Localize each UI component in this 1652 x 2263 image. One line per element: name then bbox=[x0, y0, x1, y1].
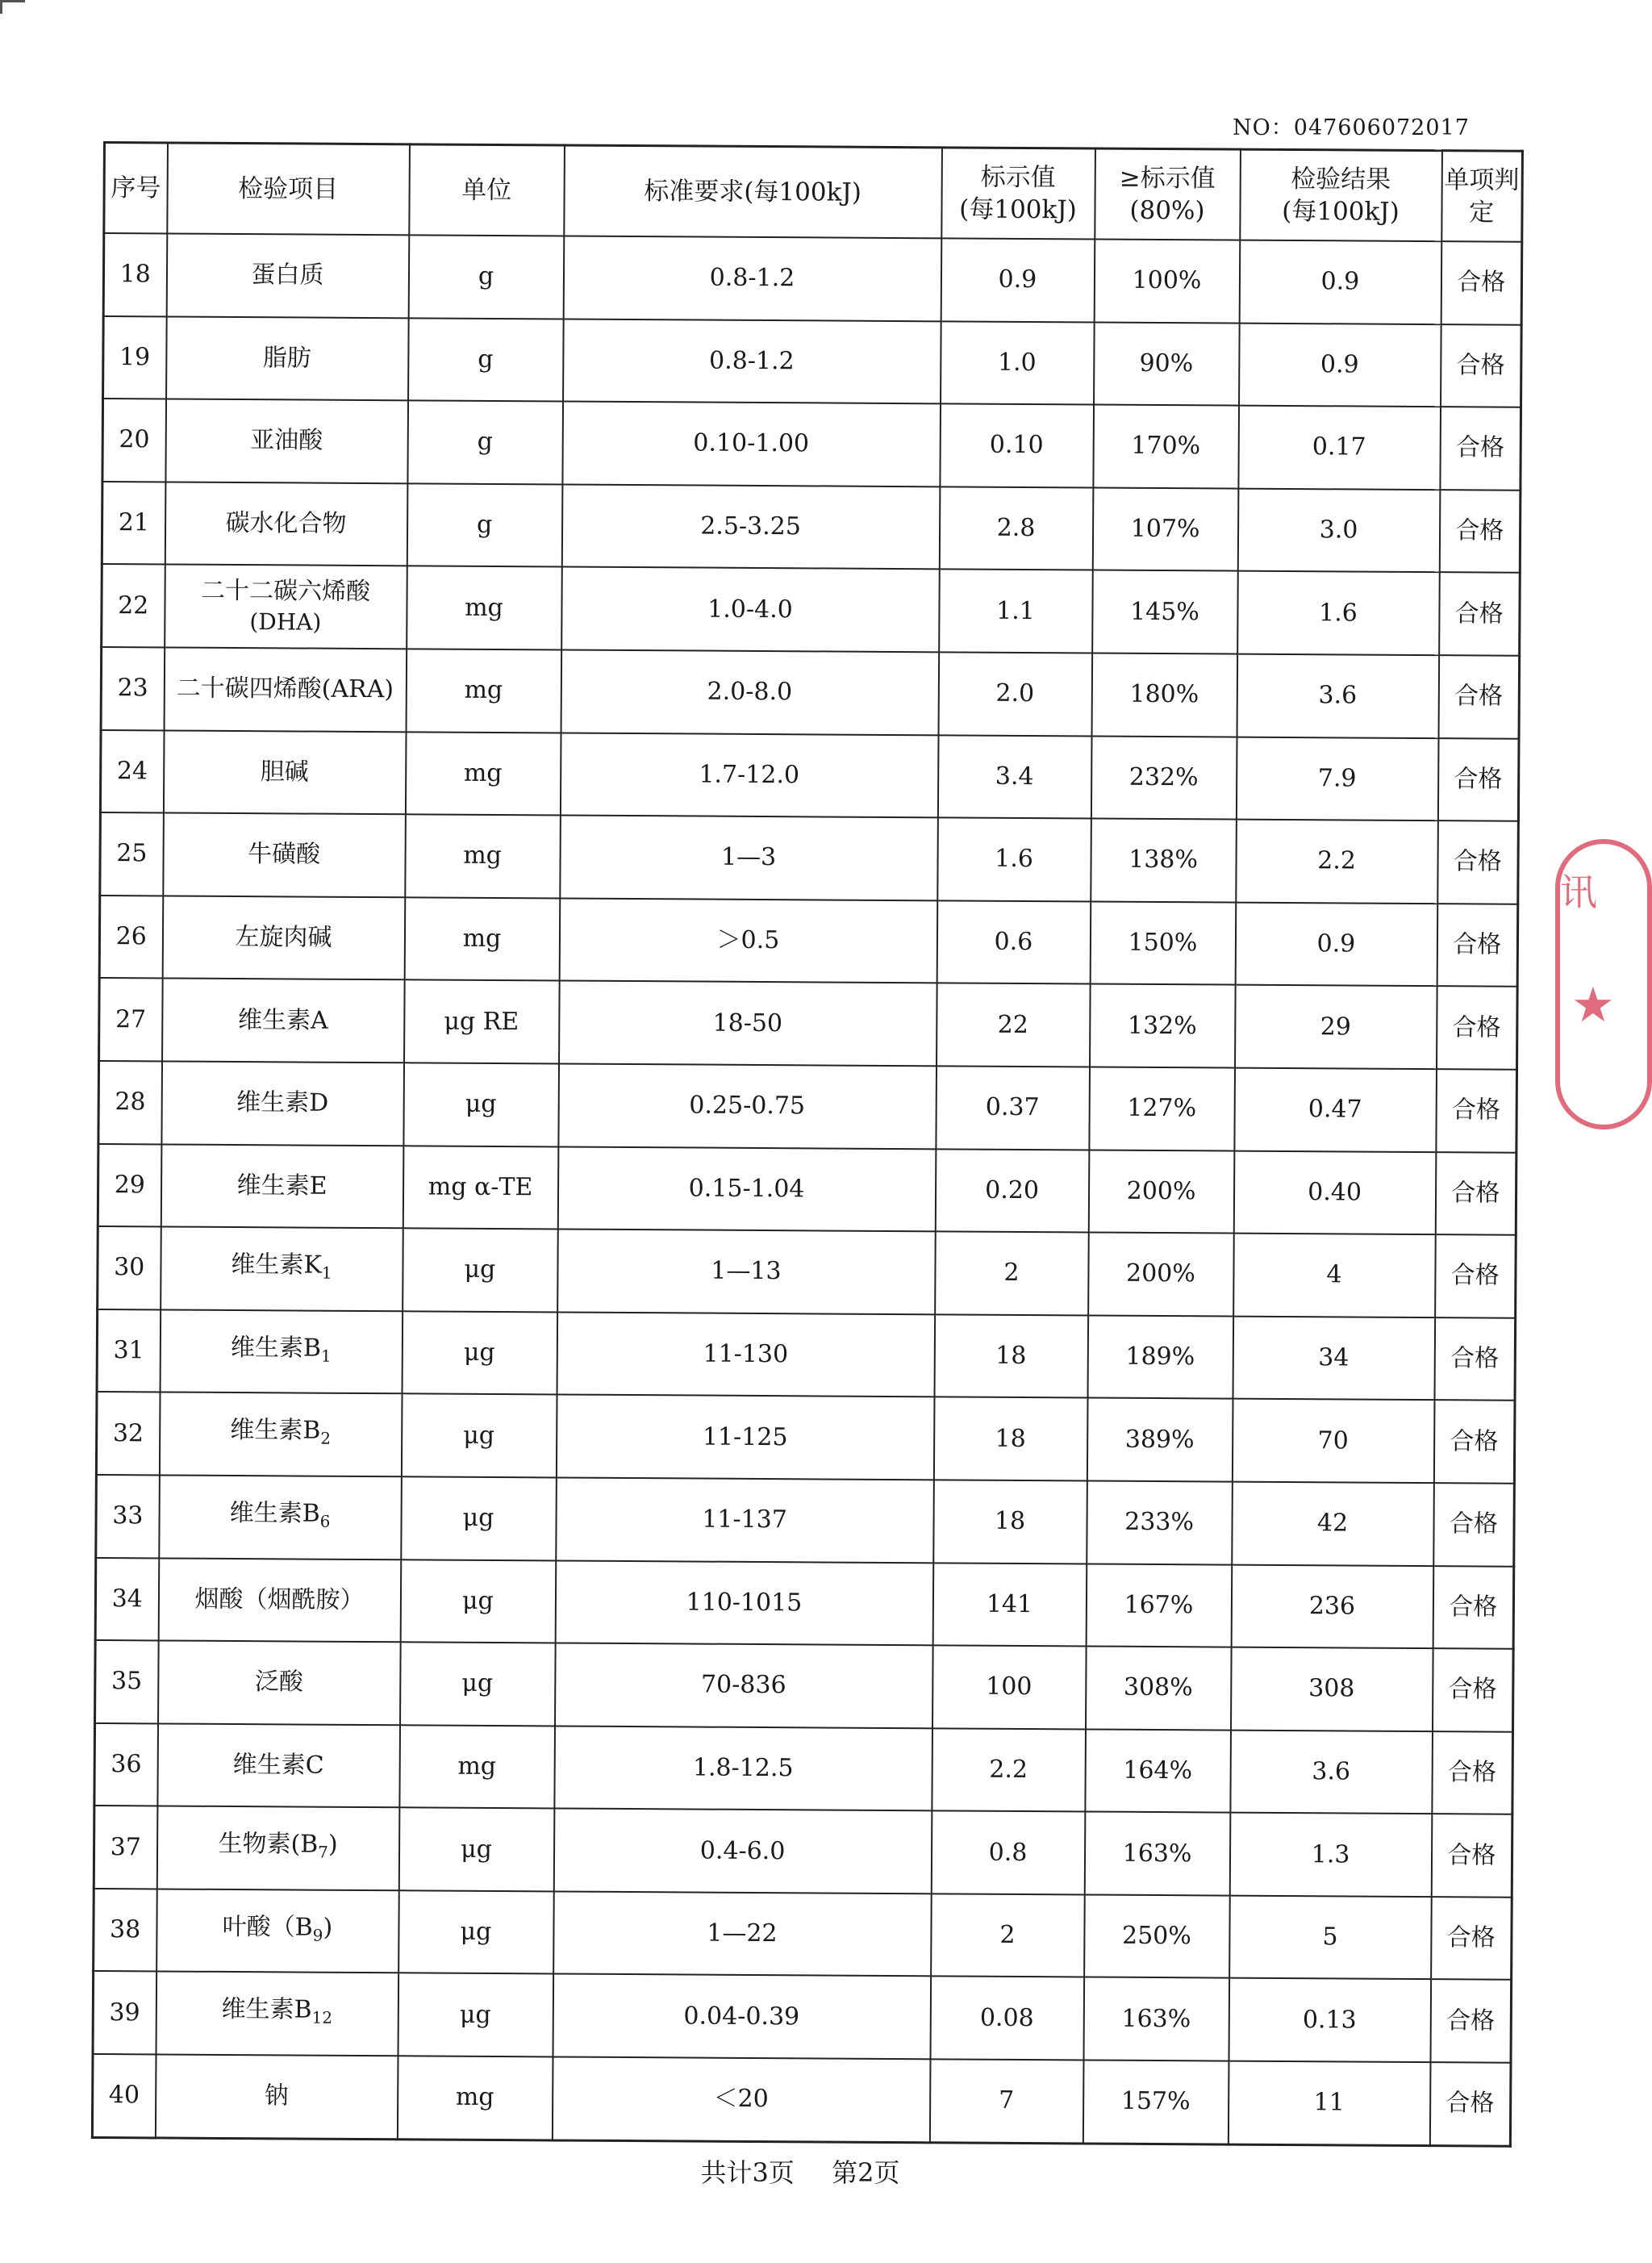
cell-item bbox=[166, 233, 409, 317]
cell-ratio: 107% bbox=[1092, 487, 1238, 571]
cell-verdict: 合格 bbox=[1433, 1566, 1514, 1649]
cell-standard: 1—3 bbox=[560, 816, 938, 900]
cell-unit: mg bbox=[407, 566, 562, 650]
header-standard: 标准要求(每100kJ) bbox=[564, 145, 942, 238]
cell-unit: μg bbox=[398, 1973, 553, 2057]
cell-label-value: 0.10 bbox=[940, 404, 1094, 488]
table-row bbox=[96, 1392, 1515, 1483]
cell-item bbox=[156, 1889, 399, 1973]
cell-verdict: 合格 bbox=[1436, 1069, 1517, 1152]
cell-unit: μg bbox=[398, 1808, 554, 1892]
cell-seq: 24 bbox=[100, 730, 164, 813]
report-number: NO：047606072017 bbox=[1233, 115, 1470, 140]
cell-result: 0.9 bbox=[1235, 902, 1437, 986]
table-row bbox=[102, 482, 1521, 573]
item-name: 牛磺酸 bbox=[247, 840, 321, 870]
cell-standard: 2.0-8.0 bbox=[561, 649, 939, 734]
table-row bbox=[97, 1309, 1516, 1401]
cell-unit: mg bbox=[405, 814, 561, 898]
cell-ratio: 200% bbox=[1088, 1150, 1234, 1234]
cell-seq: 27 bbox=[99, 978, 163, 1061]
cell-result: 0.47 bbox=[1234, 1068, 1437, 1152]
cell-standard: ＜20 bbox=[552, 2057, 930, 2143]
table-row bbox=[100, 730, 1519, 821]
cell-result: 2.2 bbox=[1236, 820, 1438, 904]
cell-seq: 29 bbox=[98, 1144, 161, 1227]
table-row bbox=[102, 399, 1521, 490]
item-name: 二十二碳六烯酸 bbox=[200, 576, 371, 606]
cell-standard: 110-1015 bbox=[555, 1560, 933, 1645]
cell-standard: ＞0.5 bbox=[559, 898, 937, 983]
cell-standard: 1—13 bbox=[557, 1230, 936, 1314]
cell-ratio: 90% bbox=[1094, 322, 1240, 406]
cell-verdict: 合格 bbox=[1438, 655, 1520, 738]
cell-unit: g bbox=[408, 318, 564, 402]
cell-item bbox=[163, 813, 406, 897]
cell-verdict: 合格 bbox=[1437, 904, 1518, 987]
item-name: 维生素B bbox=[221, 1995, 312, 2024]
table-row bbox=[98, 1061, 1517, 1152]
cell-verdict: 合格 bbox=[1431, 1814, 1512, 1897]
cell-verdict: 合格 bbox=[1441, 324, 1522, 407]
cell-unit: μg bbox=[402, 1311, 557, 1395]
cell-label-value: 7 bbox=[929, 2059, 1083, 2143]
cell-item bbox=[164, 647, 407, 731]
scan-corner-mark bbox=[0, 0, 25, 14]
cell-ratio: 150% bbox=[1090, 901, 1236, 985]
item-name: 脂肪 bbox=[262, 344, 311, 373]
cell-label-value: 0.37 bbox=[936, 1066, 1090, 1150]
cell-ratio: 164% bbox=[1085, 1729, 1231, 1813]
cell-seq: 30 bbox=[98, 1226, 161, 1309]
item-name: 维生素B bbox=[230, 1416, 321, 1445]
table-row bbox=[103, 316, 1522, 407]
table-row bbox=[94, 1889, 1512, 1980]
cell-verdict: 合格 bbox=[1437, 738, 1519, 821]
cell-result: 42 bbox=[1232, 1481, 1434, 1565]
table-row bbox=[103, 233, 1522, 324]
cell-standard: 0.8-1.2 bbox=[563, 319, 941, 403]
cell-item bbox=[157, 1723, 400, 1807]
cell-ratio: 132% bbox=[1090, 984, 1236, 1068]
cell-unit: μg RE bbox=[404, 980, 560, 1064]
cell-label-value: 22 bbox=[937, 983, 1091, 1067]
item-subscript: 2 bbox=[320, 1428, 332, 1448]
item-subscript: 7 bbox=[318, 1842, 328, 1862]
cell-verdict: 合格 bbox=[1429, 2062, 1511, 2146]
item-name: 维生素B bbox=[230, 1333, 322, 1363]
total-pages: 共计3页 bbox=[700, 2157, 795, 2188]
cell-result: 0.40 bbox=[1233, 1150, 1436, 1234]
cell-item bbox=[161, 1144, 403, 1228]
table-row bbox=[99, 896, 1518, 987]
table-body bbox=[92, 233, 1521, 2146]
cell-unit: μg bbox=[403, 1228, 558, 1312]
item-name: 维生素B bbox=[229, 1498, 320, 1528]
cell-label-value: 2 bbox=[935, 1231, 1089, 1315]
cell-ratio: 163% bbox=[1084, 1812, 1230, 1896]
cell-label-value: 18 bbox=[933, 1397, 1087, 1481]
cell-seq: 35 bbox=[95, 1640, 159, 1723]
item-name: 维生素A bbox=[237, 1005, 328, 1035]
item-tail: ) bbox=[327, 1830, 338, 1859]
cell-result: 3.0 bbox=[1237, 488, 1440, 572]
cell-result: 29 bbox=[1235, 985, 1437, 1069]
cell-item bbox=[165, 399, 408, 483]
cell-verdict: 合格 bbox=[1437, 820, 1519, 904]
item-name: 维生素K bbox=[231, 1250, 322, 1280]
table-row bbox=[94, 1723, 1513, 1814]
cell-result: 7.9 bbox=[1236, 737, 1438, 820]
cell-standard: 1.7-12.0 bbox=[560, 733, 938, 817]
cell-ratio: 389% bbox=[1087, 1398, 1233, 1482]
cell-result: 34 bbox=[1233, 1316, 1435, 1400]
cell-item bbox=[163, 730, 406, 814]
cell-unit: μg bbox=[398, 1890, 554, 1974]
cell-unit: μg bbox=[401, 1394, 557, 1478]
cell-ratio: 100% bbox=[1094, 240, 1240, 324]
cell-ratio: 232% bbox=[1091, 736, 1237, 820]
cell-unit: mg bbox=[405, 732, 561, 816]
cell-label-value: 2 bbox=[931, 1893, 1085, 1977]
cell-unit: mg α-TE bbox=[403, 1146, 558, 1230]
item-name: 维生素D bbox=[236, 1088, 329, 1117]
cell-seq: 22 bbox=[102, 564, 165, 647]
cell-seq: 25 bbox=[100, 812, 164, 896]
cell-unit: μg bbox=[400, 1559, 556, 1643]
cell-verdict: 合格 bbox=[1431, 1897, 1512, 1980]
cell-item bbox=[158, 1558, 401, 1642]
cell-unit: g bbox=[407, 483, 562, 567]
header-label-value-line2: (每100kJ) bbox=[959, 194, 1077, 225]
cell-ratio: 145% bbox=[1092, 570, 1238, 654]
cell-label-value: 2.8 bbox=[939, 486, 1093, 570]
table-row bbox=[92, 2054, 1511, 2146]
cell-label-value: 0.9 bbox=[941, 238, 1095, 322]
item-name: 碳水化合物 bbox=[225, 509, 347, 538]
cell-result: 3.6 bbox=[1230, 1730, 1433, 1814]
cell-seq: 37 bbox=[94, 1806, 157, 1889]
cell-label-value: 100 bbox=[932, 1645, 1087, 1729]
cell-seq: 33 bbox=[96, 1475, 160, 1558]
cell-unit: μg bbox=[403, 1063, 559, 1146]
cell-standard: 0.04-0.39 bbox=[553, 1974, 931, 2059]
cell-standard: 2.5-3.25 bbox=[561, 484, 940, 569]
header-ratio-line2: (80%) bbox=[1129, 195, 1205, 226]
cell-ratio: 180% bbox=[1091, 653, 1237, 737]
cell-result: 5 bbox=[1229, 1895, 1432, 1979]
cell-item bbox=[161, 1227, 403, 1311]
cell-label-value: 0.20 bbox=[935, 1149, 1089, 1233]
cell-verdict: 合格 bbox=[1435, 1234, 1516, 1317]
cell-standard: 0.25-0.75 bbox=[558, 1063, 937, 1148]
item-name: 烟酸（烟酰胺） bbox=[194, 1585, 365, 1614]
header-result-line1: 检验结果 bbox=[1291, 164, 1391, 194]
cell-ratio: 189% bbox=[1087, 1315, 1233, 1399]
cell-standard: 18-50 bbox=[559, 981, 937, 1066]
cell-verdict: 合格 bbox=[1434, 1317, 1516, 1401]
cell-ratio: 308% bbox=[1086, 1647, 1232, 1731]
cell-seq: 18 bbox=[103, 233, 167, 316]
cell-label-value: 2.0 bbox=[938, 652, 1092, 736]
cell-standard: 11-130 bbox=[557, 1312, 935, 1397]
table-row bbox=[102, 564, 1521, 655]
stamp-text: 讯 bbox=[1560, 871, 1597, 914]
cell-unit: g bbox=[407, 400, 563, 484]
header-ratio-line1: ≥标示值 bbox=[1119, 163, 1216, 194]
cell-label-value: 18 bbox=[933, 1480, 1087, 1564]
cell-label-value: 1.6 bbox=[937, 817, 1091, 901]
header-label-value bbox=[941, 148, 1095, 240]
cell-label-value: 1.1 bbox=[939, 570, 1093, 653]
cell-verdict: 合格 bbox=[1432, 1731, 1513, 1814]
cell-unit: μg bbox=[401, 1476, 557, 1560]
table-row bbox=[98, 1226, 1516, 1317]
cell-item bbox=[165, 482, 407, 566]
cell-standard: 1.0-4.0 bbox=[561, 567, 940, 652]
cell-standard: 0.4-6.0 bbox=[553, 1809, 932, 1893]
table-row bbox=[98, 1144, 1516, 1235]
table-row bbox=[99, 978, 1518, 1069]
item-name: 维生素C bbox=[232, 1751, 324, 1780]
cell-result: 236 bbox=[1231, 1564, 1433, 1648]
cell-standard: 11-137 bbox=[556, 1477, 934, 1562]
cell-ratio: 157% bbox=[1083, 2060, 1229, 2144]
table-row bbox=[93, 1971, 1512, 2062]
item-name: 二十碳四烯酸(ARA) bbox=[176, 674, 394, 704]
cell-label-value: 18 bbox=[934, 1314, 1088, 1398]
cell-verdict: 合格 bbox=[1439, 490, 1521, 573]
cell-label-value: 0.8 bbox=[931, 1811, 1085, 1895]
cell-seq: 39 bbox=[93, 1971, 156, 2054]
item-name: 左旋肉碱 bbox=[235, 923, 332, 952]
cell-label-value: 0.08 bbox=[930, 1977, 1084, 2060]
cell-unit: g bbox=[408, 235, 564, 319]
cell-label-value: 3.4 bbox=[937, 735, 1091, 819]
cell-item bbox=[161, 1061, 404, 1145]
cell-verdict: 合格 bbox=[1435, 1152, 1516, 1235]
item-name: 亚油酸 bbox=[250, 426, 323, 456]
cell-label-value: 141 bbox=[932, 1563, 1087, 1647]
cell-item bbox=[166, 316, 409, 400]
cell-seq: 36 bbox=[94, 1723, 158, 1806]
item-name: 泛酸 bbox=[254, 1668, 303, 1697]
cell-seq: 28 bbox=[98, 1061, 162, 1144]
red-seal-stamp bbox=[1555, 839, 1652, 1129]
cell-seq: 20 bbox=[102, 399, 166, 482]
header-item: 检验项目 bbox=[167, 143, 410, 235]
cell-verdict: 合格 bbox=[1437, 986, 1518, 1069]
item-name: 钠 bbox=[264, 2081, 289, 2111]
item-subscript: 9 bbox=[312, 1925, 323, 1945]
cell-result: 3.6 bbox=[1237, 654, 1439, 738]
cell-item bbox=[159, 1392, 402, 1476]
cell-unit: mg bbox=[406, 649, 561, 733]
cell-ratio: 170% bbox=[1093, 405, 1239, 489]
cell-verdict: 合格 bbox=[1432, 1648, 1513, 1731]
item-name: 维生素E bbox=[236, 1171, 327, 1200]
cell-standard: 0.10-1.00 bbox=[562, 402, 941, 486]
cell-ratio: 138% bbox=[1091, 819, 1237, 903]
item-name: 生物素(B bbox=[218, 1829, 319, 1859]
cell-label-value: 2.2 bbox=[932, 1728, 1086, 1812]
header-result-line2: (每100kJ) bbox=[1282, 196, 1400, 227]
cell-unit: mg bbox=[397, 2056, 553, 2140]
cell-verdict: 合格 bbox=[1439, 573, 1521, 656]
cell-verdict: 合格 bbox=[1440, 407, 1521, 490]
cell-item bbox=[165, 565, 407, 649]
cell-standard: 1.8-12.5 bbox=[554, 1726, 932, 1810]
cell-ratio: 163% bbox=[1083, 1977, 1229, 2061]
cell-seq: 26 bbox=[99, 896, 163, 979]
item-name: 蛋白质 bbox=[251, 261, 324, 290]
cell-unit: μg bbox=[400, 1642, 556, 1726]
cell-result: 308 bbox=[1230, 1647, 1433, 1731]
cell-ratio: 127% bbox=[1089, 1067, 1235, 1150]
cell-label-value: 1.0 bbox=[941, 321, 1095, 405]
table-row bbox=[95, 1557, 1514, 1648]
item-subscript: 1 bbox=[320, 1346, 332, 1366]
header-seq: 序号 bbox=[104, 143, 168, 234]
cell-seq: 32 bbox=[96, 1392, 160, 1475]
table-header-row bbox=[104, 143, 1523, 242]
cell-standard: 70-836 bbox=[555, 1643, 933, 1728]
cell-standard: 0.15-1.04 bbox=[557, 1146, 936, 1231]
cell-ratio: 250% bbox=[1084, 1894, 1230, 1978]
cell-seq: 38 bbox=[94, 1889, 157, 1972]
table-row bbox=[96, 1475, 1515, 1566]
item-subscript: 6 bbox=[319, 1511, 331, 1531]
cell-result: 1.3 bbox=[1229, 1813, 1432, 1897]
page-footer bbox=[0, 2152, 1600, 2190]
cell-unit: mg bbox=[404, 897, 560, 981]
cell-result: 70 bbox=[1232, 1399, 1434, 1483]
cell-item bbox=[162, 979, 405, 1063]
header-ratio bbox=[1095, 148, 1241, 240]
cell-result: 0.9 bbox=[1239, 323, 1441, 407]
header-result bbox=[1240, 149, 1442, 241]
cell-ratio: 200% bbox=[1088, 1233, 1234, 1317]
cell-unit: mg bbox=[399, 1725, 555, 1809]
cell-seq: 34 bbox=[95, 1557, 159, 1640]
cell-result: 0.17 bbox=[1238, 406, 1441, 490]
cell-ratio: 167% bbox=[1086, 1564, 1232, 1647]
header-unit: 单位 bbox=[409, 144, 565, 236]
results-table-wrapper bbox=[91, 141, 1521, 2147]
cell-item bbox=[156, 1806, 399, 1890]
table-row bbox=[95, 1640, 1514, 1731]
cell-seq: 31 bbox=[97, 1309, 161, 1392]
table-row bbox=[101, 647, 1520, 738]
cell-item bbox=[160, 1309, 403, 1393]
results-table bbox=[91, 141, 1524, 2147]
cell-standard: 0.8-1.2 bbox=[563, 236, 941, 320]
cell-seq: 19 bbox=[103, 316, 167, 399]
table-row bbox=[100, 812, 1519, 904]
cell-seq: 23 bbox=[101, 647, 165, 730]
cell-standard: 1—22 bbox=[553, 1891, 932, 1976]
cell-standard: 11-125 bbox=[556, 1395, 934, 1480]
header-verdict: 单项判定 bbox=[1441, 151, 1523, 242]
cell-seq: 40 bbox=[92, 2054, 156, 2138]
cell-ratio: 233% bbox=[1087, 1480, 1233, 1564]
cell-verdict: 合格 bbox=[1430, 1980, 1512, 2063]
star-icon: ★ bbox=[1571, 977, 1615, 1033]
cell-seq: 21 bbox=[102, 482, 165, 565]
cell-verdict: 合格 bbox=[1433, 1483, 1515, 1566]
item-name-line2: (DHA) bbox=[249, 608, 322, 636]
cell-item bbox=[155, 2055, 398, 2140]
item-name: 胆碱 bbox=[260, 758, 309, 787]
cell-item bbox=[162, 896, 405, 979]
item-subscript: 12 bbox=[311, 2007, 333, 2028]
cell-result: 11 bbox=[1228, 2061, 1430, 2146]
header-label-value-line1: 标示值 bbox=[980, 162, 1056, 193]
cell-result: 0.9 bbox=[1239, 240, 1441, 324]
table-row bbox=[94, 1806, 1512, 1897]
item-name: 叶酸（B bbox=[222, 1912, 313, 1942]
cell-verdict: 合格 bbox=[1441, 241, 1522, 324]
cell-label-value: 0.6 bbox=[937, 900, 1091, 984]
cell-result: 4 bbox=[1233, 1234, 1436, 1317]
cell-verdict: 合格 bbox=[1433, 1400, 1515, 1483]
cell-item bbox=[158, 1641, 401, 1725]
cell-item bbox=[156, 1972, 398, 2056]
cell-item bbox=[159, 1475, 402, 1559]
item-subscript: 1 bbox=[321, 1263, 332, 1283]
cell-result: 1.6 bbox=[1237, 571, 1440, 655]
cell-result: 0.13 bbox=[1229, 1978, 1431, 2062]
current-page: 第2页 bbox=[832, 2157, 900, 2188]
item-tail: ) bbox=[323, 1913, 333, 1942]
